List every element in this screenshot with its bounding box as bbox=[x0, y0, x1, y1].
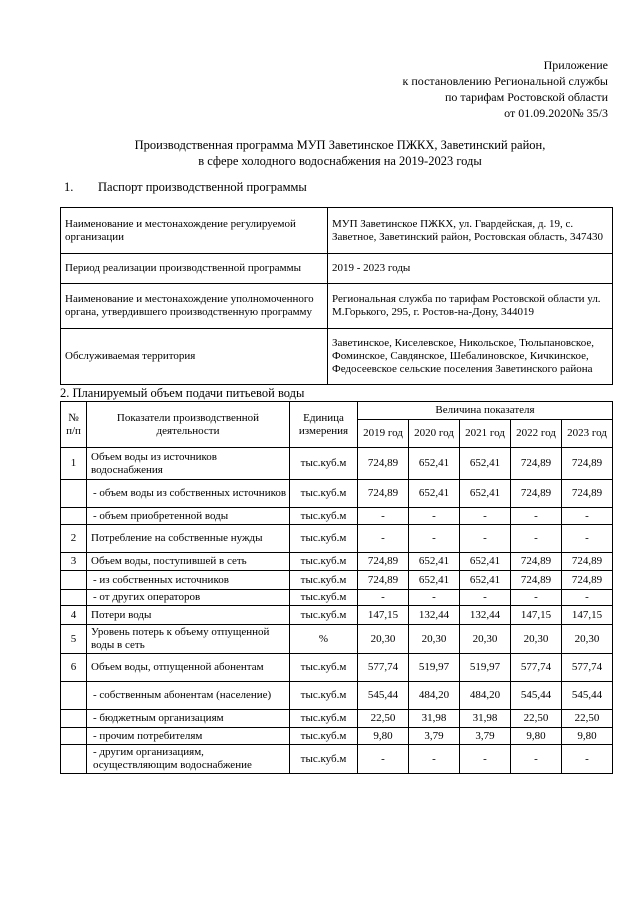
passport-table bbox=[60, 207, 613, 385]
row-value: 545,44 bbox=[511, 682, 562, 710]
table-row bbox=[61, 745, 613, 774]
row-value: 724,89 bbox=[562, 480, 613, 508]
table-row bbox=[61, 682, 613, 710]
row-indicator: - объем воды из собственных источников bbox=[87, 480, 290, 508]
row-number: 3 bbox=[61, 553, 87, 571]
appendix-line: Приложение bbox=[543, 58, 608, 72]
row-indicator: Потери воды bbox=[87, 606, 290, 625]
title-line: Производственная программа МУП Заветинское ПЖКХ, Заветинский район, bbox=[134, 138, 546, 152]
row-indicator: - собственным абонентам (население) bbox=[87, 682, 290, 710]
row-number bbox=[61, 480, 87, 508]
row-value: - bbox=[511, 508, 562, 525]
table-row bbox=[61, 571, 613, 590]
passport-value: МУП Заветинское ПЖКХ, ул. Гвардейская, д. 19, с. Заветное, Заветинский район, Ростовская область, 347430 bbox=[328, 208, 613, 254]
row-value: 652,41 bbox=[409, 480, 460, 508]
appendix-block bbox=[403, 57, 608, 121]
row-unit: тыс.куб.м bbox=[290, 553, 358, 571]
header-year: 2020 год bbox=[409, 420, 460, 448]
row-value: - bbox=[409, 525, 460, 553]
table-row bbox=[61, 525, 613, 553]
row-value: - bbox=[562, 590, 613, 606]
row-unit: тыс.куб.м bbox=[290, 682, 358, 710]
row-number bbox=[61, 590, 87, 606]
row-number: 1 bbox=[61, 448, 87, 480]
row-value: 147,15 bbox=[562, 606, 613, 625]
passport-value: Региональная служба по тарифам Ростовской области ул. М.Горького, 295, г. Ростов-на-Дону, 344019 bbox=[328, 284, 613, 329]
row-value: - bbox=[511, 590, 562, 606]
row-value: 147,15 bbox=[511, 606, 562, 625]
passport-label: Период реализации производственной программы bbox=[61, 254, 328, 284]
row-value: 20,30 bbox=[562, 625, 613, 654]
row-value: 20,30 bbox=[460, 625, 511, 654]
row-indicator: - бюджетным организациям bbox=[87, 710, 290, 728]
row-value: - bbox=[358, 745, 409, 774]
header-indicator: Показатели производственной деятельности bbox=[87, 402, 290, 448]
row-value: 652,41 bbox=[409, 571, 460, 590]
row-unit: тыс.куб.м bbox=[290, 606, 358, 625]
row-value: 20,30 bbox=[409, 625, 460, 654]
row-number: 5 bbox=[61, 625, 87, 654]
row-number bbox=[61, 508, 87, 525]
table-row bbox=[61, 606, 613, 625]
header-unit: Единица измерения bbox=[290, 402, 358, 448]
row-value: - bbox=[460, 508, 511, 525]
row-value: 22,50 bbox=[358, 710, 409, 728]
row-value: - bbox=[358, 508, 409, 525]
row-indicator: - другим организациям, осуществляющим водоснабжение bbox=[87, 745, 290, 774]
row-value: 652,41 bbox=[460, 448, 511, 480]
row-value: 724,89 bbox=[511, 480, 562, 508]
appendix-line: к постановлению Региональной службы bbox=[402, 74, 608, 88]
row-value: 724,89 bbox=[562, 553, 613, 571]
row-value: 724,89 bbox=[511, 553, 562, 571]
row-value: 31,98 bbox=[409, 710, 460, 728]
passport-value: 2019 - 2023 годы bbox=[328, 254, 613, 284]
row-value: 724,89 bbox=[358, 448, 409, 480]
row-value: 20,30 bbox=[511, 625, 562, 654]
row-value: 3,79 bbox=[409, 728, 460, 745]
passport-row bbox=[61, 284, 613, 329]
row-unit: тыс.куб.м bbox=[290, 571, 358, 590]
row-value: 652,41 bbox=[460, 571, 511, 590]
document-title bbox=[60, 137, 620, 169]
row-value: 22,50 bbox=[511, 710, 562, 728]
row-value: 3,79 bbox=[460, 728, 511, 745]
table-row bbox=[61, 710, 613, 728]
row-number: 4 bbox=[61, 606, 87, 625]
table-body bbox=[61, 448, 613, 774]
row-value: 724,89 bbox=[511, 571, 562, 590]
table-row bbox=[61, 590, 613, 606]
row-indicator: - от других операторов bbox=[87, 590, 290, 606]
row-value: 132,44 bbox=[460, 606, 511, 625]
table-row bbox=[61, 553, 613, 571]
row-unit: тыс.куб.м bbox=[290, 525, 358, 553]
row-indicator: Потребление на собственные нужды bbox=[87, 525, 290, 553]
row-value: - bbox=[511, 525, 562, 553]
row-value: 652,41 bbox=[460, 480, 511, 508]
row-value: - bbox=[562, 745, 613, 774]
row-unit: тыс.куб.м bbox=[290, 654, 358, 682]
row-value: 484,20 bbox=[460, 682, 511, 710]
row-value: - bbox=[562, 508, 613, 525]
row-value: - bbox=[511, 745, 562, 774]
row-number: 6 bbox=[61, 654, 87, 682]
title-line: в сфере холодного водоснабжения на 2019-2023 годы bbox=[198, 154, 482, 168]
row-indicator: - из собственных источников bbox=[87, 571, 290, 590]
row-indicator: Уровень потерь к объему отпущенной воды в сеть bbox=[87, 625, 290, 654]
row-value: - bbox=[358, 525, 409, 553]
section-title: Паспорт производственной программы bbox=[98, 180, 307, 194]
header-year: 2019 год bbox=[358, 420, 409, 448]
row-value: 519,97 bbox=[409, 654, 460, 682]
water-volume-table bbox=[60, 401, 613, 774]
row-value: 577,74 bbox=[358, 654, 409, 682]
row-value: 9,80 bbox=[511, 728, 562, 745]
row-value: 9,80 bbox=[562, 728, 613, 745]
table-row bbox=[61, 654, 613, 682]
row-value: - bbox=[460, 745, 511, 774]
passport-label: Наименование и местонахождение уполномоченного органа, утвердившего производственную программу bbox=[61, 284, 328, 329]
passport-value: Заветинское, Киселевское, Никольское, Тюльпановское, Фоминское, Савдянское, Шебалиновское, Кичкинское, Федосеевское сельские поселения Заветинского района bbox=[328, 329, 613, 385]
row-unit: тыс.куб.м bbox=[290, 448, 358, 480]
passport-row bbox=[61, 329, 613, 385]
row-value: - bbox=[409, 590, 460, 606]
row-unit: тыс.куб.м bbox=[290, 710, 358, 728]
row-number bbox=[61, 728, 87, 745]
row-value: 484,20 bbox=[409, 682, 460, 710]
header-value-group: Величина показателя bbox=[358, 402, 613, 420]
row-unit: тыс.куб.м bbox=[290, 745, 358, 774]
row-value: 724,89 bbox=[358, 553, 409, 571]
row-value: 724,89 bbox=[358, 480, 409, 508]
section-2-heading: 2. Планируемый объем подачи питьевой воды bbox=[60, 386, 305, 400]
row-value: 724,89 bbox=[511, 448, 562, 480]
row-indicator: - прочим потребителям bbox=[87, 728, 290, 745]
passport-row bbox=[61, 208, 613, 254]
table-row bbox=[61, 625, 613, 654]
row-indicator: - объем приобретенной воды bbox=[87, 508, 290, 525]
row-value: 545,44 bbox=[358, 682, 409, 710]
table-row bbox=[61, 728, 613, 745]
section-1-heading bbox=[64, 180, 307, 195]
row-unit: % bbox=[290, 625, 358, 654]
row-number bbox=[61, 571, 87, 590]
row-value: 652,41 bbox=[460, 553, 511, 571]
row-value: 577,74 bbox=[511, 654, 562, 682]
table-row bbox=[61, 448, 613, 480]
row-value: 577,74 bbox=[562, 654, 613, 682]
row-indicator: Объем воды из источников водоснабжения bbox=[87, 448, 290, 480]
row-value: 724,89 bbox=[358, 571, 409, 590]
row-unit: тыс.куб.м bbox=[290, 480, 358, 508]
table-row bbox=[61, 480, 613, 508]
row-indicator: Объем воды, поступившей в сеть bbox=[87, 553, 290, 571]
row-unit: тыс.куб.м bbox=[290, 590, 358, 606]
row-number: 2 bbox=[61, 525, 87, 553]
row-number bbox=[61, 710, 87, 728]
row-value: 519,97 bbox=[460, 654, 511, 682]
row-value: - bbox=[562, 525, 613, 553]
row-indicator: Объем воды, отпущенной абонентам bbox=[87, 654, 290, 682]
passport-label: Наименование и местонахождение регулируемой организации bbox=[61, 208, 328, 254]
row-value: 22,50 bbox=[562, 710, 613, 728]
row-number bbox=[61, 745, 87, 774]
appendix-line: по тарифам Ростовской области bbox=[444, 90, 608, 104]
row-value: - bbox=[460, 590, 511, 606]
passport-label: Обслуживаемая территория bbox=[61, 329, 328, 385]
row-unit: тыс.куб.м bbox=[290, 508, 358, 525]
row-value: 545,44 bbox=[562, 682, 613, 710]
row-value: - bbox=[460, 525, 511, 553]
header-year: 2021 год bbox=[460, 420, 511, 448]
section-number: 1. bbox=[64, 180, 74, 194]
header-year: 2022 год bbox=[511, 420, 562, 448]
row-unit: тыс.куб.м bbox=[290, 728, 358, 745]
row-value: 724,89 bbox=[562, 448, 613, 480]
row-value: 132,44 bbox=[409, 606, 460, 625]
row-value: 147,15 bbox=[358, 606, 409, 625]
appendix-line: от 01.09.2020№ 35/3 bbox=[504, 106, 608, 120]
header-num: № п/п bbox=[61, 402, 87, 448]
row-value: 652,41 bbox=[409, 553, 460, 571]
header-year: 2023 год bbox=[562, 420, 613, 448]
row-value: - bbox=[409, 508, 460, 525]
row-value: 652,41 bbox=[409, 448, 460, 480]
table-row bbox=[61, 508, 613, 525]
row-value: 724,89 bbox=[562, 571, 613, 590]
row-value: 20,30 bbox=[358, 625, 409, 654]
row-value: 31,98 bbox=[460, 710, 511, 728]
passport-row bbox=[61, 254, 613, 284]
row-number bbox=[61, 682, 87, 710]
row-value: - bbox=[409, 745, 460, 774]
table-header-row bbox=[61, 402, 613, 420]
row-value: - bbox=[358, 590, 409, 606]
row-value: 9,80 bbox=[358, 728, 409, 745]
